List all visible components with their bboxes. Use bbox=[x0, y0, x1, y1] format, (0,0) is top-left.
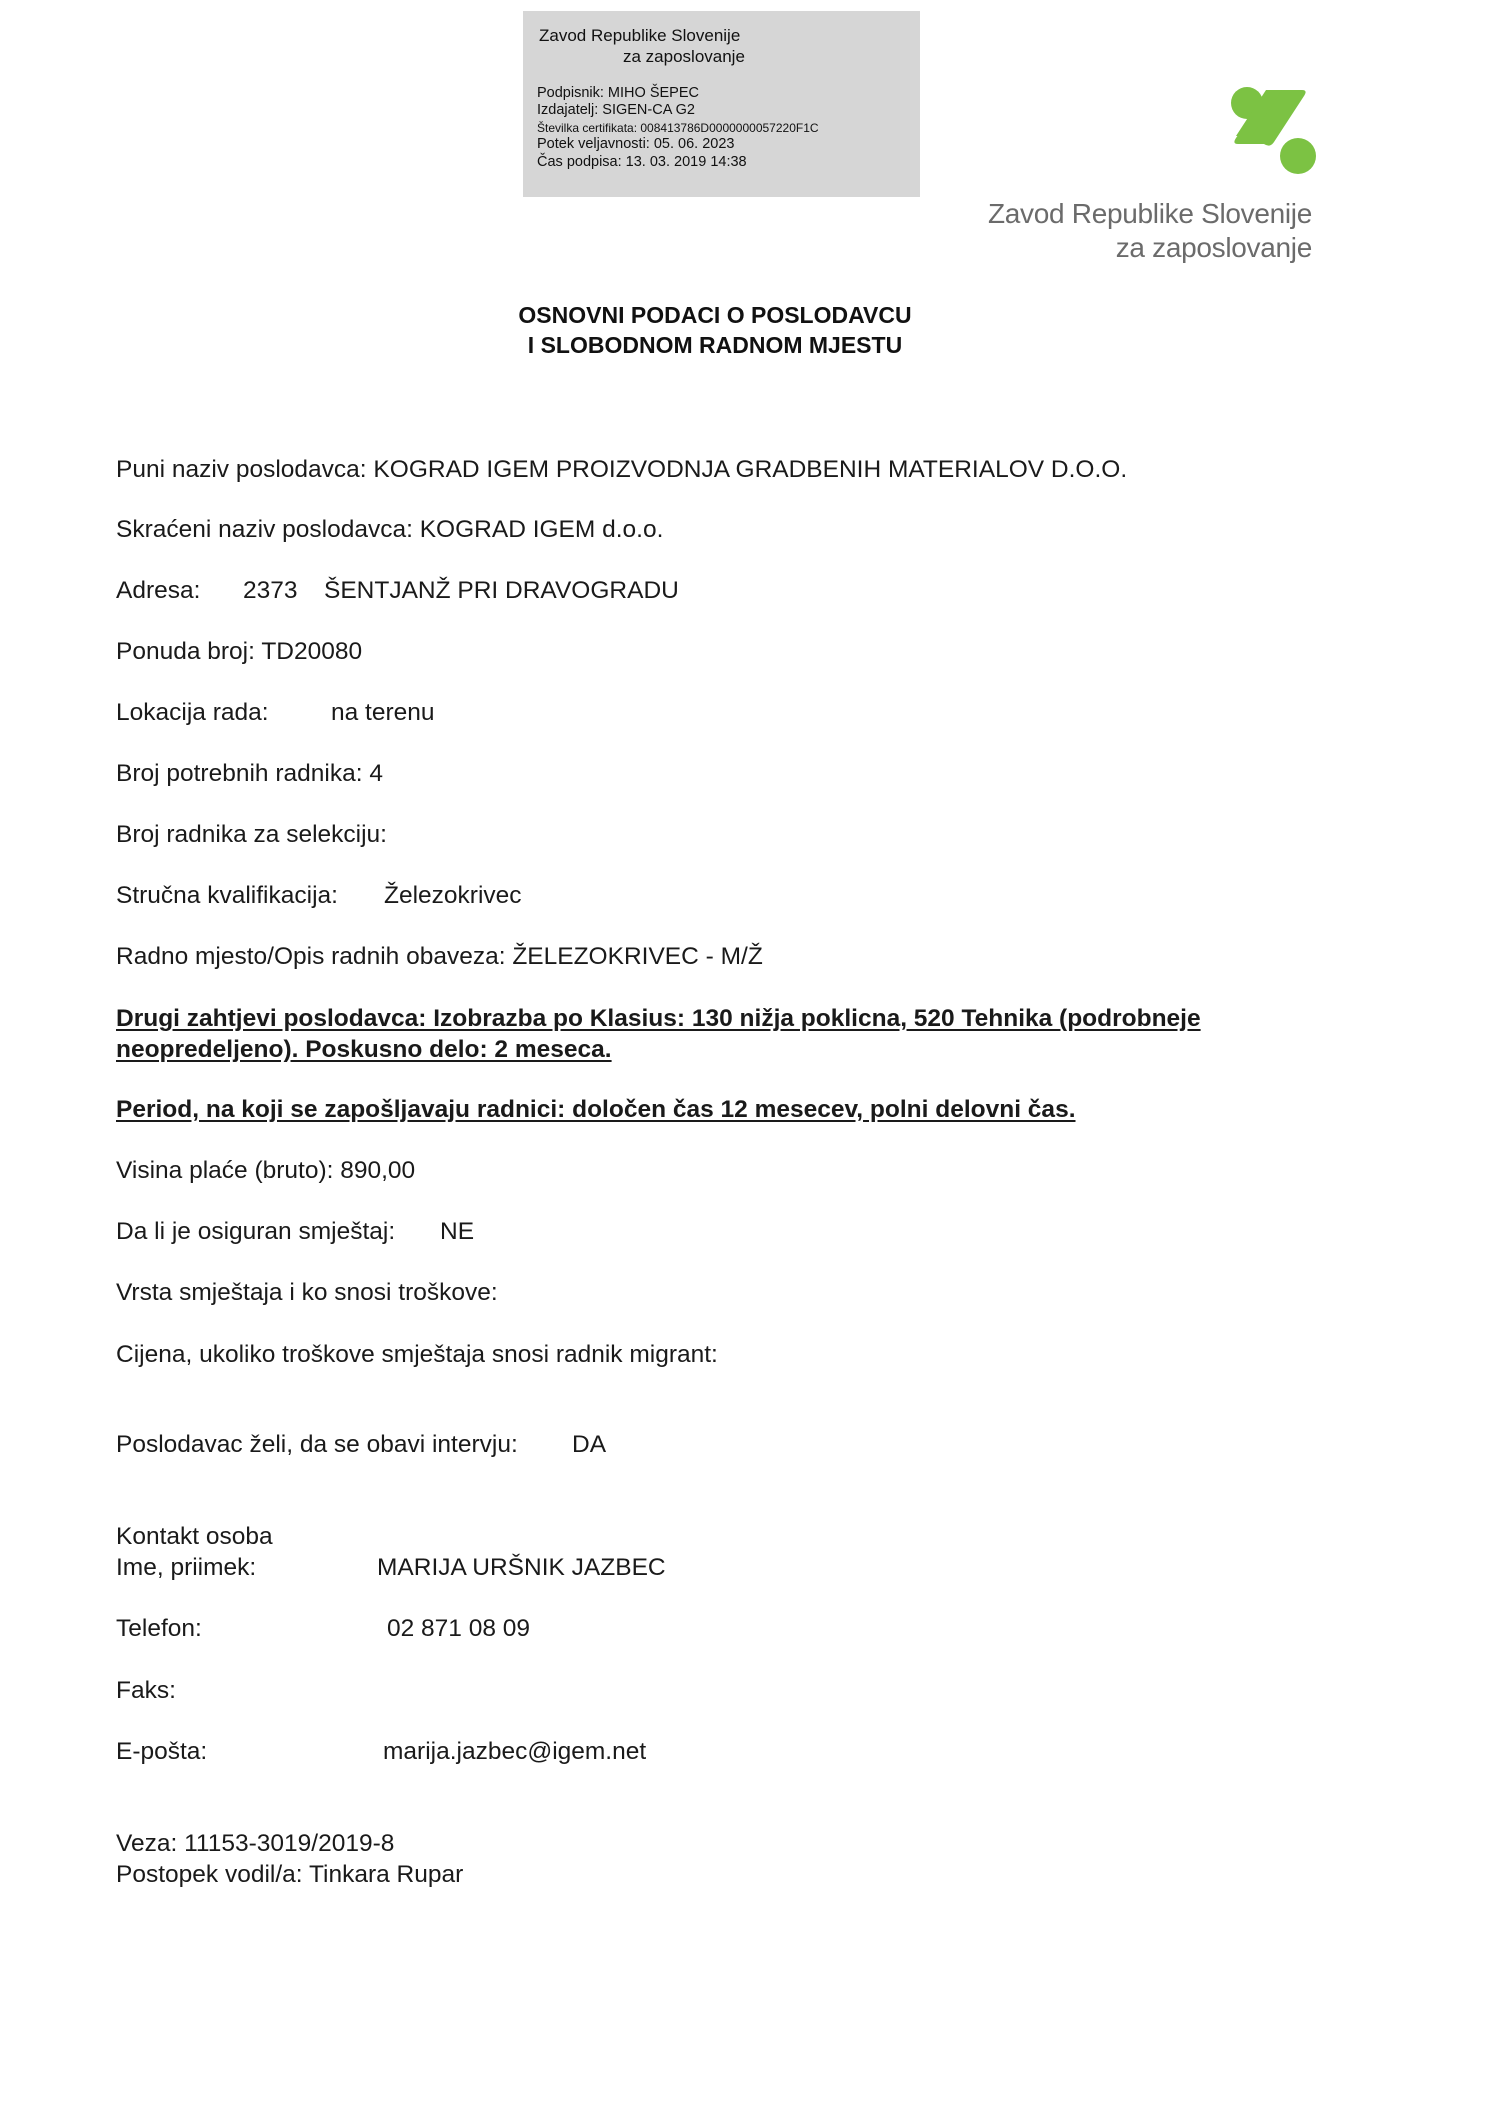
field-work-location bbox=[116, 699, 616, 729]
contact-name-row bbox=[116, 1554, 816, 1584]
field-label: E-pošta: bbox=[116, 1738, 208, 1765]
field-value: ŽELEZOKRIVEC - M/Ž bbox=[512, 943, 763, 970]
field-value: 890,00 bbox=[340, 1157, 416, 1184]
signature-signer: Podpisnik: MIHO ŠEPEC bbox=[537, 85, 699, 101]
contact-email-row bbox=[116, 1738, 816, 1768]
field-label: Broj radnika za selekciju: bbox=[116, 821, 387, 848]
employment-period: Period, na koji se zapošljavaju radnici: določen čas 12 mesecev, polni delovni čas. bbox=[116, 1096, 1076, 1123]
field-workers-needed bbox=[116, 760, 383, 788]
address-city: ŠENTJANŽ PRI DRAVOGRADU bbox=[324, 577, 679, 604]
contact-name: MARIJA URŠNIK JAZBEC bbox=[377, 1554, 666, 1581]
logo-text-line1: Zavod Republike Slovenije bbox=[987, 198, 1312, 229]
signature-issuer: Izdajatelj: SIGEN-CA G2 bbox=[537, 102, 695, 118]
field-value: 4 bbox=[369, 760, 383, 787]
reference-number: Veza: 11153-3019/2019-8 bbox=[116, 1830, 395, 1857]
field-label: Skraćeni naziv poslodavca: bbox=[116, 516, 413, 543]
field-label: Ponuda broj: bbox=[116, 638, 255, 665]
signature-org-line1: Zavod Republike Slovenije bbox=[539, 26, 741, 45]
field-value: NE bbox=[440, 1218, 475, 1245]
address-postal-code: 2373 bbox=[243, 577, 298, 604]
field-full-name bbox=[116, 456, 1127, 484]
field-value: Železokrivec bbox=[384, 882, 522, 909]
field-value: na terenu bbox=[331, 699, 435, 726]
field-label: Visina plaće (bruto): bbox=[116, 1157, 334, 1184]
field-offer-number bbox=[116, 638, 362, 666]
contact-fax-row bbox=[116, 1677, 816, 1707]
document-title-line2: I SLOBODNOM RADNOM MJESTU bbox=[527, 332, 903, 358]
other-requirements-line2: neopredeljeno). Poskusno delo: 2 meseca. bbox=[116, 1036, 612, 1063]
zrss-logo-icon bbox=[1230, 86, 1318, 176]
field-label: Broj potrebnih radnika: bbox=[116, 760, 363, 787]
contact-email: marija.jazbec@igem.net bbox=[383, 1738, 647, 1765]
field-label: Lokacija rada: bbox=[116, 699, 269, 726]
field-interview bbox=[116, 1431, 816, 1461]
field-label: Da li je osiguran smještaj: bbox=[116, 1218, 396, 1245]
field-label: Poslodavac želi, da se obavi intervju: bbox=[116, 1431, 518, 1458]
contact-phone-row bbox=[116, 1615, 816, 1645]
field-accommodation-type bbox=[116, 1279, 498, 1307]
other-requirements-line1: Drugi zahtjevi poslodavca: Izobrazba po Klasius: 130 nižja poklicna, 520 Tehnika (podrobneje bbox=[116, 1005, 1201, 1032]
field-label: Adresa: bbox=[116, 577, 201, 604]
field-label: Telefon: bbox=[116, 1615, 202, 1642]
signature-validity: Potek veljavnosti: 05. 06. 2023 bbox=[537, 136, 735, 152]
field-job-description bbox=[116, 943, 763, 971]
field-label: Stručna kvalifikacija: bbox=[116, 882, 338, 909]
field-label: Faks: bbox=[116, 1677, 176, 1704]
field-qualification bbox=[116, 882, 716, 912]
field-value: TD20080 bbox=[261, 638, 363, 665]
field-value: KOGRAD IGEM d.o.o. bbox=[419, 516, 664, 543]
signature-time: Čas podpisa: 13. 03. 2019 14:38 bbox=[537, 154, 747, 170]
field-label: Ime, priimek: bbox=[116, 1554, 257, 1581]
contact-heading: Kontakt osoba bbox=[116, 1523, 273, 1550]
field-salary bbox=[116, 1157, 415, 1185]
document-title-line1: OSNOVNI PODACI O POSLODAVCU bbox=[518, 302, 912, 328]
contact-phone: 02 871 08 09 bbox=[387, 1615, 531, 1642]
field-short-name bbox=[116, 516, 663, 544]
signature-org-line2: za zaposlovanje bbox=[623, 47, 745, 66]
logo-text-line2: za zaposlovanje bbox=[1115, 232, 1312, 263]
field-label: Puni naziv poslodavca: bbox=[116, 456, 367, 483]
field-label: Cijena, ukoliko troškove smještaja snosi radnik migrant: bbox=[116, 1341, 718, 1368]
field-accommodation bbox=[116, 1218, 716, 1248]
field-workers-selection bbox=[116, 821, 387, 849]
field-label: Radno mjesto/Opis radnih obaveza: bbox=[116, 943, 506, 970]
handled-by: Postopek vodil/a: Tinkara Rupar bbox=[116, 1861, 464, 1888]
field-address bbox=[116, 577, 816, 607]
digital-signature-stamp bbox=[523, 11, 920, 197]
field-label: Vrsta smještaja i ko snosi troškove: bbox=[116, 1279, 498, 1306]
field-value: KOGRAD IGEM PROIZVODNJA GRADBENIH MATERIALOV D.O.O. bbox=[373, 456, 1128, 483]
signature-cert-number: Številka certifikata: 008413786D0000000057220F1C bbox=[537, 121, 819, 135]
field-value: DA bbox=[572, 1431, 607, 1458]
field-accommodation-price bbox=[116, 1341, 718, 1369]
